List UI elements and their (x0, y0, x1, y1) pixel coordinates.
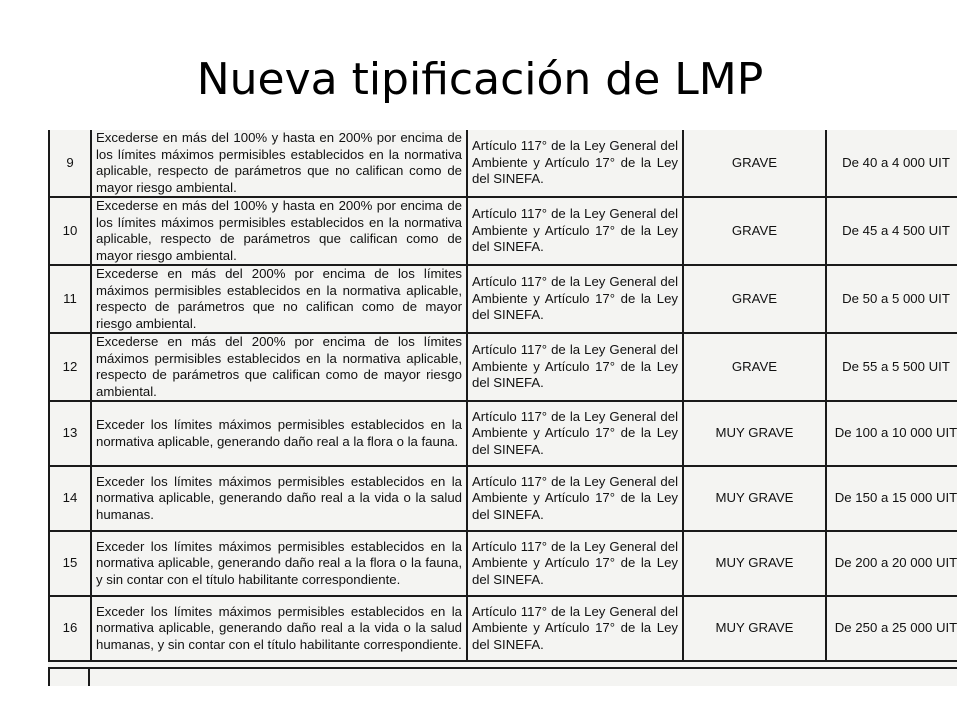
cropped-row-edge (48, 667, 957, 686)
legal-basis: Artículo 117° de la Ley General del Ambiente y Artículo 17° de la Ley del SINEFA. (467, 531, 683, 596)
classification: MUY GRAVE (683, 531, 826, 596)
infraction-description: Excederse en más del 200% por encima de los límites máximos permisibles establecidos en la normativa aplicable, respecto de parámetros que califican como de mayor riesgo ambiental. (91, 333, 467, 401)
sanction-range: De 250 a 25 000 UIT (826, 596, 957, 661)
classification: MUY GRAVE (683, 466, 826, 531)
row-number: 13 (49, 401, 91, 466)
legal-basis: Artículo 117° de la Ley General del Ambiente y Artículo 17° de la Ley del SINEFA. (467, 265, 683, 333)
legal-basis: Artículo 117° de la Ley General del Ambiente y Artículo 17° de la Ley del SINEFA. (467, 401, 683, 466)
table-row (49, 596, 957, 661)
infraction-description: Excederse en más del 200% por encima de los límites máximos permisibles establecidos en la normativa aplicable, respecto de parámetros que no califican como de mayor riesgo ambiental. (91, 265, 467, 333)
classification: GRAVE (683, 265, 826, 333)
infractions-table (48, 130, 957, 662)
classification: MUY GRAVE (683, 401, 826, 466)
infraction-description: Excederse en más del 100% y hasta en 200% por encima de los límites máximos permisibles establecidos en la normativa aplicable, respecto de parámetros que no califican como de mayor riesgo ambiental. (91, 130, 467, 197)
sanction-range: De 50 a 5 000 UIT (826, 265, 957, 333)
infraction-description: Exceder los límites máximos permisibles establecidos en la normativa aplicable, generando daño real a la vida o la salud humanas, y sin contar con el título habilitante correspondiente. (91, 596, 467, 661)
sanction-range: De 55 a 5 500 UIT (826, 333, 957, 401)
table-row (49, 466, 957, 531)
table-row (49, 265, 957, 333)
table-row (49, 197, 957, 265)
sanction-range: De 45 a 4 500 UIT (826, 197, 957, 265)
row-number: 15 (49, 531, 91, 596)
table-row (49, 130, 957, 197)
classification: MUY GRAVE (683, 596, 826, 661)
sanction-range: De 150 a 15 000 UIT (826, 466, 957, 531)
sanction-range: De 200 a 20 000 UIT (826, 531, 957, 596)
table-row (49, 531, 957, 596)
table-row (49, 401, 957, 466)
row-number: 10 (49, 197, 91, 265)
legal-basis: Artículo 117° de la Ley General del Ambiente y Artículo 17° de la Ley del SINEFA. (467, 197, 683, 265)
legal-basis: Artículo 117° de la Ley General del Ambiente y Artículo 17° de la Ley del SINEFA. (467, 333, 683, 401)
classification: GRAVE (683, 130, 826, 197)
row-number: 9 (49, 130, 91, 197)
row-number: 16 (49, 596, 91, 661)
scanned-table-image (48, 130, 957, 686)
infraction-description: Excederse en más del 100% y hasta en 200% por encima de los límites máximos permisibles establecidos en la normativa aplicable, respecto de parámetros que califican como de mayor riesgo ambiental. (91, 197, 467, 265)
row-number: 11 (49, 265, 91, 333)
legal-basis: Artículo 117° de la Ley General del Ambiente y Artículo 17° de la Ley del SINEFA. (467, 130, 683, 197)
classification: GRAVE (683, 197, 826, 265)
row-number: 12 (49, 333, 91, 401)
slide-title: Nueva tipificación de LMP (196, 54, 764, 105)
row-number: 14 (49, 466, 91, 531)
infraction-description: Exceder los límites máximos permisibles establecidos en la normativa aplicable, generando daño real a la flora o la fauna. (91, 401, 467, 466)
infraction-description: Exceder los límites máximos permisibles establecidos en la normativa aplicable, generando daño real a la flora o la fauna, y sin contar con el título habilitante correspondiente. (91, 531, 467, 596)
sanction-range: De 40 a 4 000 UIT (826, 130, 957, 197)
table-row (49, 333, 957, 401)
legal-basis: Artículo 117° de la Ley General del Ambiente y Artículo 17° de la Ley del SINEFA. (467, 466, 683, 531)
classification: GRAVE (683, 333, 826, 401)
sanction-range: De 100 a 10 000 UIT (826, 401, 957, 466)
legal-basis: Artículo 117° de la Ley General del Ambiente y Artículo 17° de la Ley del SINEFA. (467, 596, 683, 661)
infraction-description: Exceder los límites máximos permisibles establecidos en la normativa aplicable, generando daño real a la vida o la salud humanas. (91, 466, 467, 531)
